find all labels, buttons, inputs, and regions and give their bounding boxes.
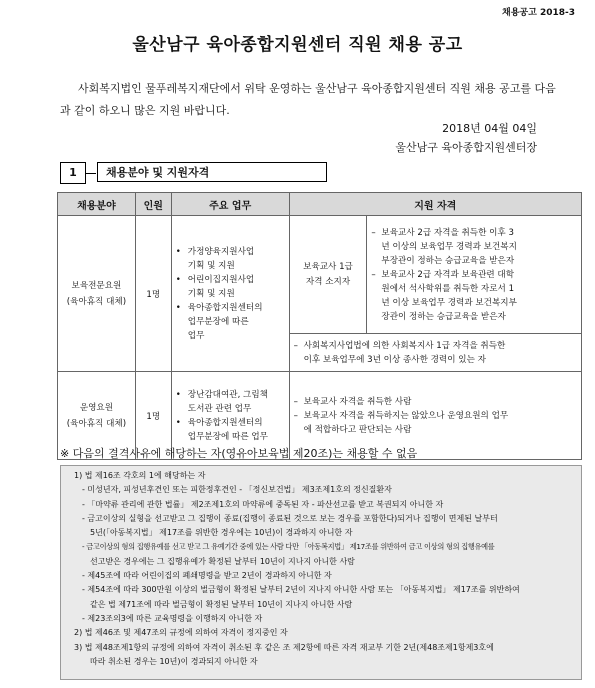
table-header-row	[58, 193, 582, 216]
list-item: - 제45조에 따라 어린이집의 폐쇄명령을 받고 2년이 경과하지 아니한 자	[82, 571, 332, 581]
count-cell: 1명	[135, 216, 171, 372]
field-note: (육아휴직 대체)	[66, 418, 127, 429]
qual-label-cell: 보육교사 1급 자격 소지자	[289, 216, 367, 334]
header-field: 채용분야	[58, 193, 136, 216]
field-name: 보육전문요원	[71, 280, 122, 291]
list-item: 3) 법 제48조제1항의 규정에 의하여 자격이 취소된 후 같은 조 제2항에 따른 자격 재교부 기한 2년(제48조제1항제3호에	[74, 642, 494, 652]
list-item: - 금고이상의 형의 집행유예를 선고 받고 그 유예기간 중에 있는 사람 다만 「아동복지법」 제17조를 위반하여 금고 이상의 형의 집행유예를	[82, 542, 495, 552]
disqualify-heading: ※ 다음의 결격사유에 해당하는 자(영유아보육법 제20조)는 채용할 수 없음	[60, 447, 418, 460]
list-item: 2) 법 제46조 및 제47조의 규정에 의하여 자격이 정지중인 자	[74, 628, 288, 638]
header-duties: 주요 업무	[171, 193, 289, 216]
qual-detail-cell	[367, 216, 582, 334]
list-item: – 보육교사 자격을 취득하지는 않았으나 운영요원의 업무 에 적합하다고 판단되는 사람	[293, 410, 509, 435]
field-note: (육아휴직 대체)	[66, 296, 127, 307]
issuer-name: 울산남구 육아종합지원센터장	[395, 141, 537, 154]
table-row	[58, 216, 582, 334]
header-count: 인원	[135, 193, 171, 216]
list-item: • 육아종합지원센터의 업무분장에 따른 업무	[175, 417, 268, 442]
list-item: • 어린이집지원사업 기획 및 지원	[175, 274, 255, 299]
list-item: • 가정양육지원사업 기획 및 지원	[175, 246, 255, 271]
section-connector	[86, 173, 96, 174]
field-name: 운영요원	[79, 402, 114, 413]
duties-cell	[171, 216, 289, 372]
list-item: • 장난감대여관, 그림책 도서관 관련 업무	[175, 389, 268, 414]
list-item: 선고받은 경우에는 그 집행유예가 확정된 날부터 10년이 지나지 아니한 사람	[90, 556, 355, 566]
qual-extra-cell	[289, 334, 581, 372]
intro-paragraph: 사회복지법인 물푸레복지재단에서 위탁 운영하는 울산남구 육아종합지원센터 직원 채용 공고를 다음과 같이 하오니 많은 지원 바랍니다.	[60, 82, 556, 117]
disqualify-list	[68, 469, 578, 669]
section-number: 1	[60, 162, 86, 184]
header-qualification: 지원 자격	[289, 193, 581, 216]
notice-number: 채용공고 2018-3	[502, 8, 575, 18]
issue-date: 2018년 04월 04일	[442, 122, 537, 135]
section-title: 채용분야 및 지원자격	[97, 162, 327, 182]
list-item: - 「마약류 관리에 관한 법률」 제2조제1호의 마약류에 중독된 자 - 파산선고를 받고 복권되지 아니한 자	[82, 499, 444, 509]
list-item: 5년(「아동복지법」 제17조를 위반한 경우에는 10년)이 경과하지 아니한 자	[90, 528, 353, 538]
list-item: 1) 법 제16조 각호의 1에 해당하는 자	[74, 471, 206, 480]
recruitment-table	[57, 192, 582, 460]
list-item: – 보육교사 2급 자격을 취득한 이후 3 년 이상의 보육업무 경력과 보건복지 부장관이 정하는 승급교육을 받은자	[371, 227, 517, 266]
count-cell: 1명	[135, 372, 171, 460]
list-item: - 금고이상의 실형을 선고받고 그 집행이 종료(집행이 종료된 것으로 보는 경우를 포함한다)되거나 집행이 면제된 날부터	[82, 513, 498, 523]
list-item: • 육아종합지원센터의 업무분장에 따른 업무	[175, 302, 263, 341]
issue-block	[395, 119, 537, 157]
list-item: - 제23조의3에 따른 교육명령을 이행하지 아니한 자	[82, 613, 263, 623]
list-item: 따라 취소된 경우는 10년)이 경과되지 아니한 자	[90, 656, 258, 666]
field-cell	[58, 216, 136, 372]
page-title: 울산남구 육아종합지원센터 직원 채용 공고	[132, 35, 463, 55]
list-item: 같은 법 제71조에 따라 벌금형이 확정된 날부터 10년이 지나지 아니한 사람	[90, 599, 353, 609]
list-item: – 보육교사 자격을 취득한 사람	[293, 396, 412, 407]
list-item: - 제54조에 따라 300만원 이상의 벌금형이 확정된 날부터 2년이 지나지 아니한 사람 또는 「아동복지법」 제17조를 위반하여	[82, 585, 520, 595]
list-item: - 미성년자, 피성년후견인 또는 피한정후견인 - 「정신보건법」 제3조제1호의 정신질환자	[82, 485, 392, 495]
list-item: – 보육교사 2급 자격과 보육관련 대학 원에서 석사학위를 취득한 자로서 1 년 이상 보육업무 경력과 보건복지부 장관이 정하는 승급교육을 받은자	[371, 269, 517, 322]
list-item: – 사회복지사업법에 의한 사회복지사 1급 자격을 취득한 이후 보육업무에 3년 이상 종사한 경력이 있는 자	[293, 340, 506, 365]
